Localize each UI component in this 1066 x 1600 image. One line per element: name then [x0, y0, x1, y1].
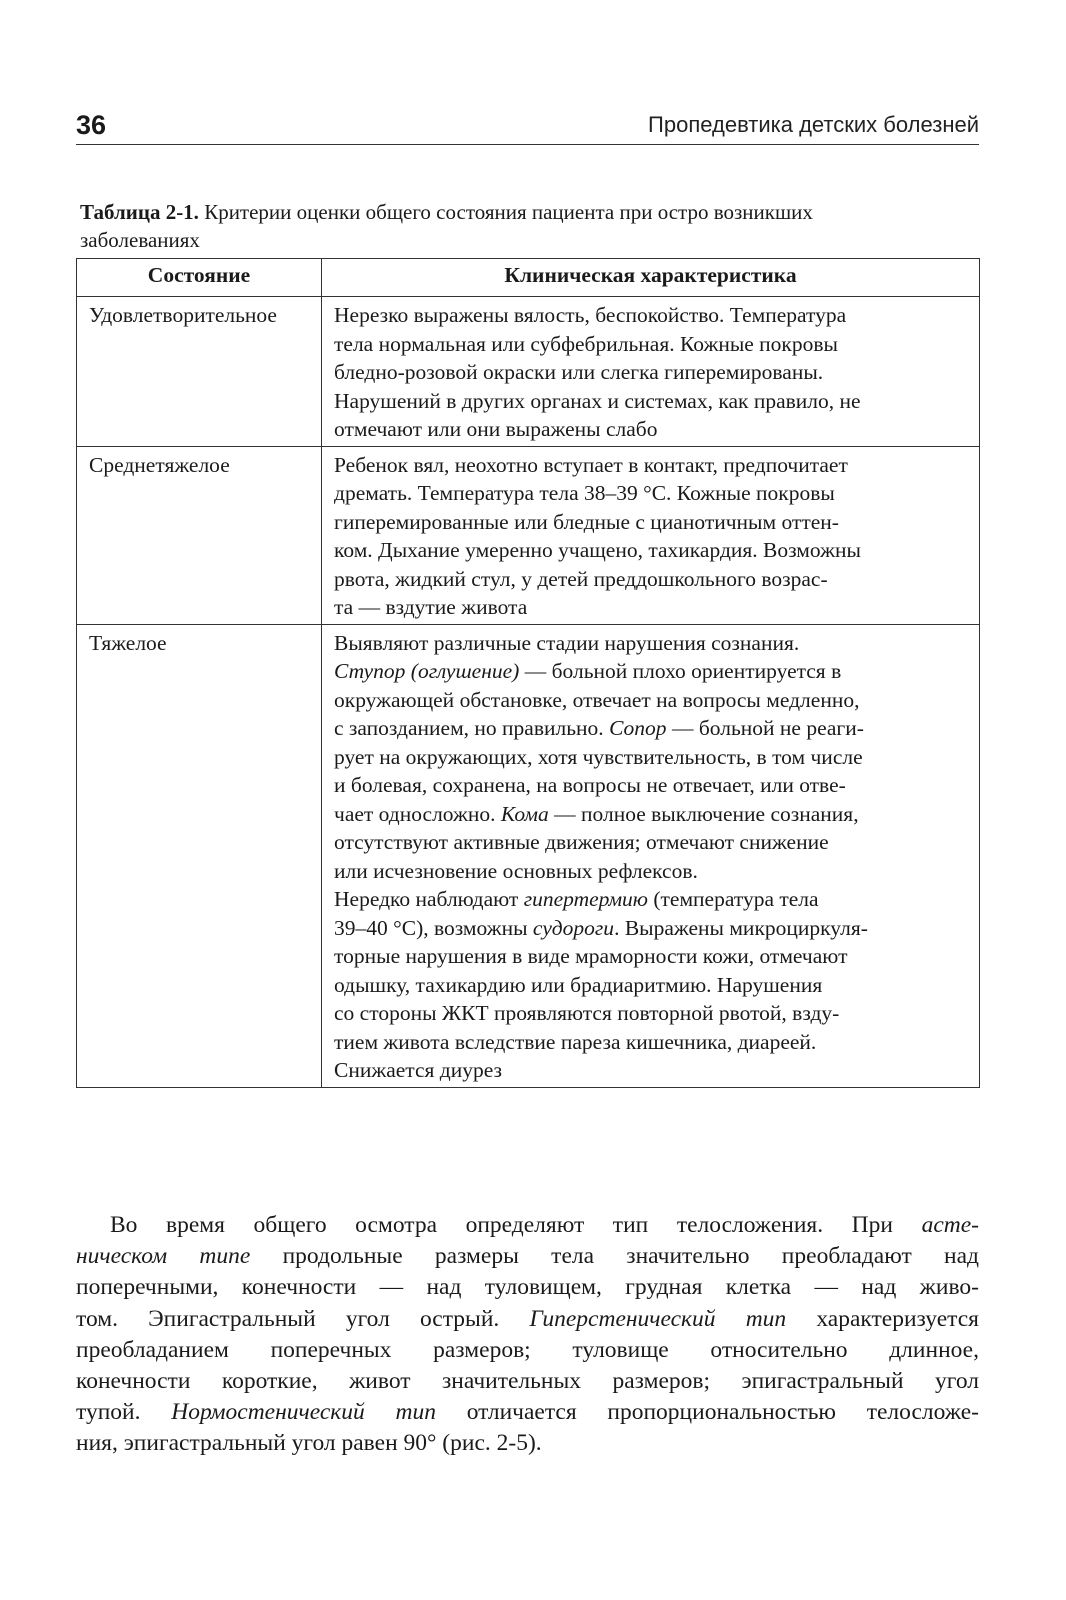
table-caption-label: Таблица 2-1.: [80, 200, 199, 224]
cell-line: со стороны ЖКТ проявляются повторной рвотой, взду-: [334, 1001, 840, 1025]
cell-line: дремать. Температура тела 38–39 °С. Кожные покровы: [334, 481, 835, 505]
column-header-state: Состояние: [77, 259, 322, 297]
cell-line: с запозданием, но правильно. Сопор — больной не реаги-: [334, 716, 864, 740]
paragraph-line: Во время общего осмотра определяют тип телосложения. При асте-: [110, 1212, 979, 1238]
table-row: [77, 446, 980, 624]
cell-line: и болевая, сохранена, на вопросы не отвечает, или отве-: [334, 773, 846, 797]
body-paragraph: [76, 1210, 979, 1460]
cell-line: Снижается диурез: [334, 1058, 503, 1082]
term-seizures: судороги: [532, 915, 615, 940]
table-header-row: [77, 259, 980, 297]
running-head: [76, 106, 979, 145]
state-cell: Среднетяжелое: [77, 446, 322, 624]
cell-line: отмечают или они выражены слабо: [334, 417, 658, 441]
cell-line: Нерезко выражены вялость, беспокойство. Температура: [334, 303, 847, 327]
paragraph-line: тупой. Нормостенический тип отличается пропорциональностью телосложе-: [76, 1399, 979, 1426]
cell-line: та — вздутие живота: [334, 595, 528, 619]
paragraph-line: поперечными, конечности — над туловищем, грудная клетка — над живо-: [76, 1274, 979, 1301]
cell-line: рует на окружающих, хотя чувствительность, в том числе: [334, 744, 863, 769]
cell-line: Ребенок вял, неохотно вступает в контакт, предпочитает: [334, 452, 848, 477]
paragraph-line: ния, эпигастральный угол равен 90° (рис. 2-5).: [76, 1430, 542, 1457]
paragraph-line: конечности короткие, живот значительных размеров; эпигастральный угол: [76, 1368, 979, 1395]
table-caption-text-2: заболеваниях: [80, 228, 200, 252]
term-stupor: Ступор (оглушение): [334, 659, 520, 683]
description-cell: [322, 624, 980, 1087]
cell-line: Нарушений в других органах и системах, как правило, не: [334, 388, 861, 413]
term-normosthenic-type: Нормостенический тип: [171, 1399, 436, 1426]
paragraph-line: том. Эпигастральный угол острый. Гиперстенический тип характеризуется: [76, 1305, 979, 1332]
table-row: [77, 297, 980, 447]
cell-line: Нередко наблюдают гипертермию (температура тела: [334, 887, 819, 911]
cell-line: окружающей обстановке, отвечает на вопросы медленно,: [334, 687, 860, 712]
state-cell: Удовлетворительное: [77, 297, 322, 447]
description-cell: [322, 446, 980, 624]
state-cell: Тяжелое: [77, 624, 322, 1087]
paragraph-line: ническом типе продольные размеры тела значительно преобладают над: [76, 1243, 979, 1270]
cell-line: отсутствуют активные движения; отмечают снижение: [334, 830, 829, 854]
cell-line: одышку, тахикардию или брадиаритмию. Нарушения: [334, 972, 823, 997]
cell-line: торные нарушения в виде мраморности кожи, отмечают: [334, 944, 848, 968]
cell-line: Ступор (оглушение) — больной плохо ориентируется в: [334, 659, 842, 683]
term-coma: Кома: [500, 801, 549, 826]
table-caption-text: Критерии оценки общего состояния пациента при остро возникших: [204, 200, 813, 224]
cell-line: гиперемированные или бледные с цианотичным оттен-: [334, 509, 839, 534]
table-caption: [80, 198, 980, 254]
page-number: 36: [76, 110, 107, 140]
cell-line: тела нормальная или субфебрильная. Кожные покровы: [334, 331, 838, 356]
cell-line: или исчезновение основных рефлексов.: [334, 858, 698, 883]
column-header-description: Клиническая характеристика: [322, 259, 980, 297]
cell-line: рвота, жидкий стул, у детей преддошкольного возрас-: [334, 566, 828, 591]
term-asthenic-type: ническом типе: [76, 1243, 251, 1270]
cell-line: 39–40 °С), возможны судороги. Выражены микроциркуля-: [334, 915, 868, 940]
description-cell: [322, 297, 980, 447]
term-hypersthenic-type: Гиперстенический тип: [529, 1305, 787, 1332]
cell-line: тием живота вследствие пареза кишечника, диареей.: [334, 1029, 817, 1054]
term-sopor: Сопор: [609, 716, 667, 740]
table-row: [77, 624, 980, 1087]
criteria-table: [76, 258, 980, 1088]
cell-line: чает односложно. Кома — полное выключение сознания,: [334, 801, 859, 826]
term-hyperthermia: гипертермию: [523, 887, 648, 911]
cell-line: бледно-розовой окраски или слегка гиперемированы.: [334, 360, 824, 384]
cell-line: ком. Дыхание умеренно учащено, тахикардия. Возможны: [334, 538, 861, 562]
cell-line: Выявляют различные стадии нарушения сознания.: [334, 630, 800, 655]
paragraph-line: преобладанием поперечных размеров; туловище относительно длинное,: [76, 1336, 979, 1363]
term-asthenic: асте-: [921, 1212, 979, 1238]
book-title: Пропедевтика детских болезней: [648, 112, 979, 137]
